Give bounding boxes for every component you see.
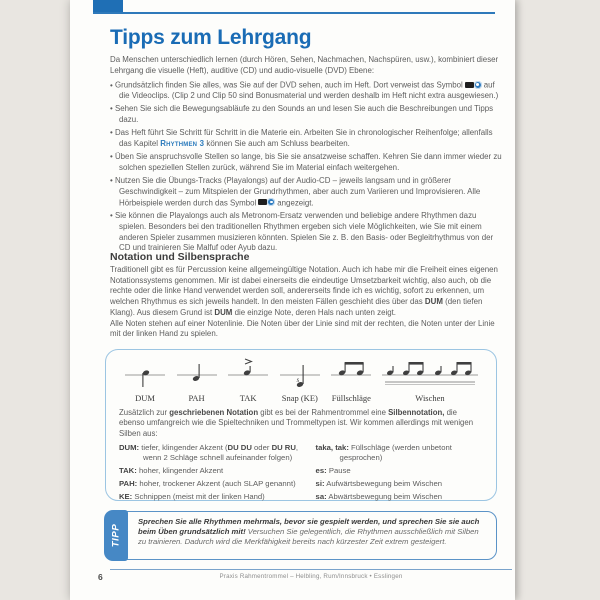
syllable-notation-emphasis: Silbennotation,: [388, 408, 445, 417]
page-title: Tipps zum Lehrgang: [110, 26, 312, 49]
definition-item: KE: Schnippen (meist mit der linken Hand): [119, 491, 265, 501]
tipp-tab-label: TIPP: [110, 523, 122, 548]
definition-item: es: Pause: [315, 466, 351, 476]
definition-item: PAH: hoher, trockener Akzent (auch SLAP genannt): [119, 478, 296, 488]
fill-beats-icon: [328, 358, 374, 392]
paragraph: Traditionell gibt es für Percussion keine allgemeingültige Notation. Auch ich habe mir die Freiheit eines eigenen Notationssystems genommen. Mir ist dabei einerseits die eindeutige Umsetzbarkeit wichtig, also auch, ob die rechte oder die linke Hand verwendet werden soll, andererseits finde ich es wichtig, sofort zu erkennen, um welchen Rhythmus es sich jeweils handelt. In den meisten Fällen geschieht dies über das DUM (den tiefen Klang). Aus diesem Grund ist DUM die einzige Note, deren Hals nach unten zeigt.: [110, 265, 498, 317]
symbol-label: DUM: [135, 393, 155, 403]
definition-item: taka, tak: Füllschläge (werden unbetont gesprochen): [315, 443, 452, 463]
bullet-text: auf die Videoclips. (Clip 2 und Clip 50 sind Bonusmaterial und werden deshalb im Heft nicht extra ausgewiesen.): [119, 80, 499, 101]
symbol-label: Wischen: [415, 393, 445, 403]
bullet-text: können Sie auch am Schluss bearbeiten.: [206, 139, 350, 149]
notation-symbol-tak: [225, 358, 271, 403]
bullet-text: Üben Sie anspruchsvolle Stellen so lange, bis Sie sie ansatzweise schaffen. Kehren Sie dann immer wieder zu solchen speziellen Stellen zurück, während Sie im Material einfach weitergehen.: [114, 152, 502, 172]
syllable-definitions-left-column: [119, 443, 316, 505]
section-heading: Notation und Silbensprache: [110, 251, 250, 263]
definition-item: sa: Abwärtsbewegung beim Wischen: [315, 491, 443, 501]
silbennotation-paragraph: Zusätzlich zur geschriebenen Notation gibt es bei der Rahmentrommel eine Silbennotation, die ebenso umfangreich wie die Spieltechniken und Trommeltypen ist. Wir kommen allerdings mit wenigen Silben aus:: [119, 408, 474, 438]
cd-symbol-icon: [258, 198, 275, 207]
symbol-label: Snap (KE): [281, 393, 318, 403]
page-number: 6: [98, 572, 103, 582]
paragraph: Alle Noten stehen auf einer Notenlinie. Die Noten über der Linie sind mit der rechten, die Noten unter der Linie mit der linken Hand zu spielen.: [110, 318, 495, 339]
wipe-notes-icon: [380, 358, 480, 392]
list-item: [110, 128, 504, 149]
tipp-text: [136, 512, 496, 552]
dum-emphasis: DUM: [214, 307, 233, 317]
notation-symbol-wischen: [380, 358, 480, 403]
notation-symbols-row: [106, 350, 496, 403]
dum-note-icon: [122, 358, 168, 392]
list-item: [110, 176, 504, 209]
tak-note-icon: [225, 358, 271, 392]
dum-emphasis: DUM: [424, 297, 443, 307]
list-item: [110, 104, 504, 125]
tipp-callout-box: [105, 511, 497, 560]
tipp-tab: [104, 510, 128, 561]
written-notation-emphasis: geschriebenen Notation: [169, 408, 259, 417]
list-item: [110, 152, 504, 173]
notation-symbol-fuellschlaege: [328, 358, 374, 403]
notation-symbol-pah: [174, 358, 220, 403]
syllable-definitions: [106, 439, 496, 505]
syllable-definitions-right-column: [316, 443, 483, 505]
notation-section-body: [110, 265, 504, 340]
bullet-text: angezeigt.: [277, 198, 314, 208]
list-item: [110, 80, 504, 102]
book-page: [70, 0, 515, 600]
chapter-reference-highlight: Rhythmen 3: [160, 139, 205, 149]
bullet-text: Sehen Sie sich die Bewegungsabläufe zu den Sounds an und lesen Sie auch die Beschreibungen und Tipps dazu.: [114, 104, 494, 125]
definition-item: TAK: hoher, klingender Akzent: [119, 466, 224, 476]
symbol-label: Füllschläge: [331, 393, 371, 403]
bullet-text: Sie können die Playalongs auch als Metronom-Ersatz verwenden und beliebige andere Rhythmen dazu spielen. Besonders bei den traditionellen Rhythmen ergeben sich viele Möglichkeiten, wie Sie mit einem anderen Spieler zusammen musizieren könnten. Spielen Sie z. B. den Basis- oder Begleitrhythmus von der CD und trainieren Sie Malfuf oder Ayub dazu.: [114, 211, 494, 253]
list-item: [110, 211, 504, 254]
footer-rule: [110, 569, 512, 570]
notation-symbols-box: [105, 349, 497, 501]
tipp-rest-sentence: Versuchen Sie gelegentlich, die Rhythmen ausschließlich mit Silben zu trainieren. Dadurch wird die Merkfähigkeit bereits nach kürzester Zeit extrem gesteigert.: [138, 527, 479, 547]
pah-note-icon: [174, 358, 220, 392]
svg-text:s: s: [296, 376, 300, 384]
header-rule: [93, 12, 495, 14]
notation-symbol-dum: [122, 358, 168, 403]
symbol-label: TAK: [239, 393, 257, 403]
bullet-text: Grundsätzlich finden Sie alles, was Sie auf der DVD sehen, auch im Heft. Dort verweist das Symbol: [114, 80, 463, 90]
notation-symbol-snap: [277, 358, 323, 403]
snap-note-icon: [277, 358, 323, 392]
definition-item: DUM: tiefer, klingender Akzent (DU DU oder DU RU, wenn 2 Schläge schnell aufeinander folgen): [119, 443, 299, 463]
tipp-bold-sentence: Sprechen Sie alle Rhythmen mehrmals, bevor sie gespielt werden, und sprechen Sie sie auch beim Üben grundsätzlich mit!: [138, 517, 480, 537]
dvd-symbol-icon: [465, 80, 482, 89]
tips-bullet-list: [110, 80, 504, 257]
bullet-text: Das Heft führt Sie Schritt für Schritt in die Materie ein. Arbeiten Sie in chronologischer Reihenfolge; allenfalls das Kapitel: [114, 128, 493, 149]
intro-paragraph: Da Menschen unterschiedlich lernen (durch Hören, Sehen, Nachmachen, Nachspüren, usw.), kombiniert dieser Lehrgang die visuelle (Heft), auditive (CD) und audio-visuelle (DVD) Ebene:: [110, 55, 499, 75]
symbol-label: PAH: [188, 393, 205, 403]
footer-imprint: Praxis Rahmentrommel – Helbling, Rum/Innsbruck • Esslingen: [219, 573, 403, 580]
definition-item: si: Aufwärtsbewegung beim Wischen: [315, 478, 443, 488]
bullet-text: Nutzen Sie die Übungs-Tracks (Playalongs) auf der Audio-CD – jeweils langsam und in größerer Geschwindigkeit – zum Mitspielen der Grundrhythmen, aber auch zum Variieren und Improvisieren. Alle Hörbeispiele werden durch das Symbol: [114, 176, 481, 208]
